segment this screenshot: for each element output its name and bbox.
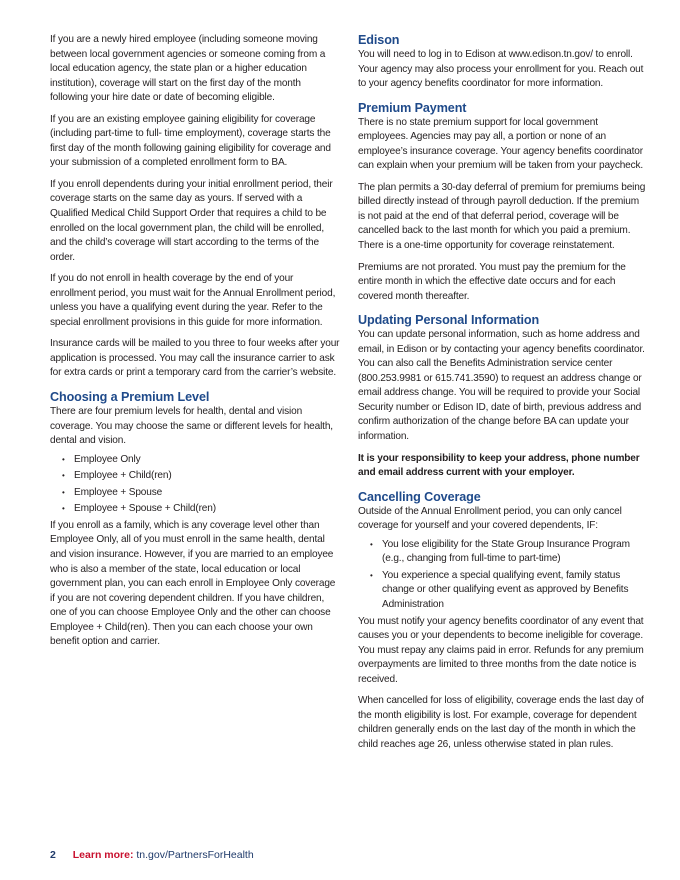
heading-updating-personal-information: Updating Personal Information <box>358 313 540 328</box>
list-item: • Employee + Child(ren) <box>66 469 340 484</box>
learn-more-link[interactable]: tn.gov/PartnersForHealth <box>136 849 254 861</box>
paragraph-deferral: The plan permits a 30-day deferral of premium for premiums being billed directly instead of through payroll deduction. If the premium is not paid at the end of that deferral period, coverage will be cancelled back to the last month for which you paid a premium. There is a one-time opportunity for coverage reinstatement. <box>358 181 646 252</box>
heading-edison: Edison <box>358 33 400 47</box>
page-number: 2 <box>50 849 56 861</box>
heading-cancelling-coverage: Cancelling Coverage <box>358 489 481 504</box>
premium-levels-list <box>50 453 340 517</box>
paragraph-family-enrollment: If you enroll as a family, which is any coverage level other than Employee Only, all of you must enroll in the same health, dental and vision insurance. However, if you are married to an employee who is also a member of the state, local education or local government plan, you can each enroll in Employee Only coverage if you are not covering dependent children. If you have children, one of you can choose Employee Only and the other can choose Employee + Child(ren). Then you can each choose your own benefit option and carrier. <box>50 519 336 648</box>
paragraph-updating: You can update personal information, such as home address and email, in Edison or by contacting your agency benefits coordinator. You can also call the Benefits Administration service center (800.253.9981 or 615.741.3590) to request an address change or email address change. You will be required to provide your Social Security number or Edison ID, date of birth, previous address and confirm authorization of the change before BA can update your information. <box>358 329 645 443</box>
paragraph-dependents: If you enroll dependents during your initial enrollment period, their coverage starts on the same day as yours. If served with a Qualified Medical Child Support Order that requires a child to be enrolled on the local government plan, the child will be enrolled, and the child’s coverage will start according to the terms of the order. <box>50 178 333 263</box>
list-item: • Employee + Spouse <box>66 486 340 501</box>
cancel-conditions-list <box>358 538 648 613</box>
list-item: • You lose eligibility for the State Group Insurance Program (e.g., changing from full-time to part-time) <box>374 538 648 567</box>
paragraph-loss-of-eligibility: When cancelled for loss of eligibility, coverage ends the last day of the month eligibility is lost. For example, coverage for dependent children generally ends on the last day of the month in which the child reaches age 26, unless otherwise stated in plan rules. <box>358 695 644 750</box>
paragraph-not-prorated: Premiums are not prorated. You must pay the premium for the entire month in which the effective date occurs and for each covered month thereafter. <box>358 261 626 302</box>
paragraph-premium-levels-intro: There are four premium levels for health, dental and vision coverage. You may choose the same or different levels for health, dental and vision. <box>50 406 333 447</box>
paragraph-responsibility-note: It is your responsibility to keep your address, phone number and email address current with your employer. <box>358 452 640 479</box>
paragraph-late-enrollment: If you do not enroll in health coverage by the end of your enrollment period, you must wait for the Annual Enrollment period, unless you have a qualifying event during the year. Refer to the special enrollment provisions in this guide for more information. <box>50 273 336 328</box>
learn-more-label: Learn more: <box>72 849 134 861</box>
paragraph-existing-employee: If you are an existing employee gaining eligibility for coverage (including part-time to full- time employment), coverage starts the first day of the month following gaining eligibility for coverage and your submission of a completed enrollment form to BA. <box>50 113 331 169</box>
paragraph-edison: You will need to log in to Edison at www.edison.tn.gov/ to enroll. Your agency may also process your enrollment for you. Reach out to your agency benefits coordinator for more information. <box>358 49 644 90</box>
heading-premium-payment: Premium Payment <box>358 100 467 115</box>
page-footer <box>50 849 254 861</box>
left-column <box>50 33 340 657</box>
right-column <box>358 33 648 759</box>
paragraph-premium-support: There is no state premium support for local government employees. Agencies may pay all, a portion or none of an employee’s insurance coverage. Your agency benefits coordinator can explain when your premium will be taken from your paycheck. <box>358 116 644 172</box>
paragraph-new-hire: If you are a newly hired employee (including someone moving between local government agencies or someone coming from a local education agency, the state plan or a higher education institution), coverage will start on the first day of the month following your hire date or date of becoming eligible. <box>50 34 326 104</box>
heading-choosing-premium-level: Choosing a Premium Level <box>50 390 210 405</box>
list-item: • You experience a special qualifying event, family status change or other qualifying event as approved by Benefits Administration <box>374 569 648 613</box>
paragraph-insurance-cards: Insurance cards will be mailed to you three to four weeks after your application is processed. You may call the insurance carrier to ask for extra cards or print a temporary card from the carrier’s website. <box>50 338 340 379</box>
list-item: • Employee Only <box>66 453 340 468</box>
paragraph-cancelling-intro: Outside of the Annual Enrollment period, you can only cancel coverage for yourself and your covered dependents, IF: <box>358 505 622 532</box>
list-item: • Employee + Spouse + Child(ren) <box>66 502 340 517</box>
paragraph-notify-coordinator: You must notify your agency benefits coordinator of any event that causes you or your dependents to become ineligible for coverage. You must repay any claims paid in error. Refunds for any premium overpayments are limited to three months from the date notice is received. <box>358 615 644 685</box>
